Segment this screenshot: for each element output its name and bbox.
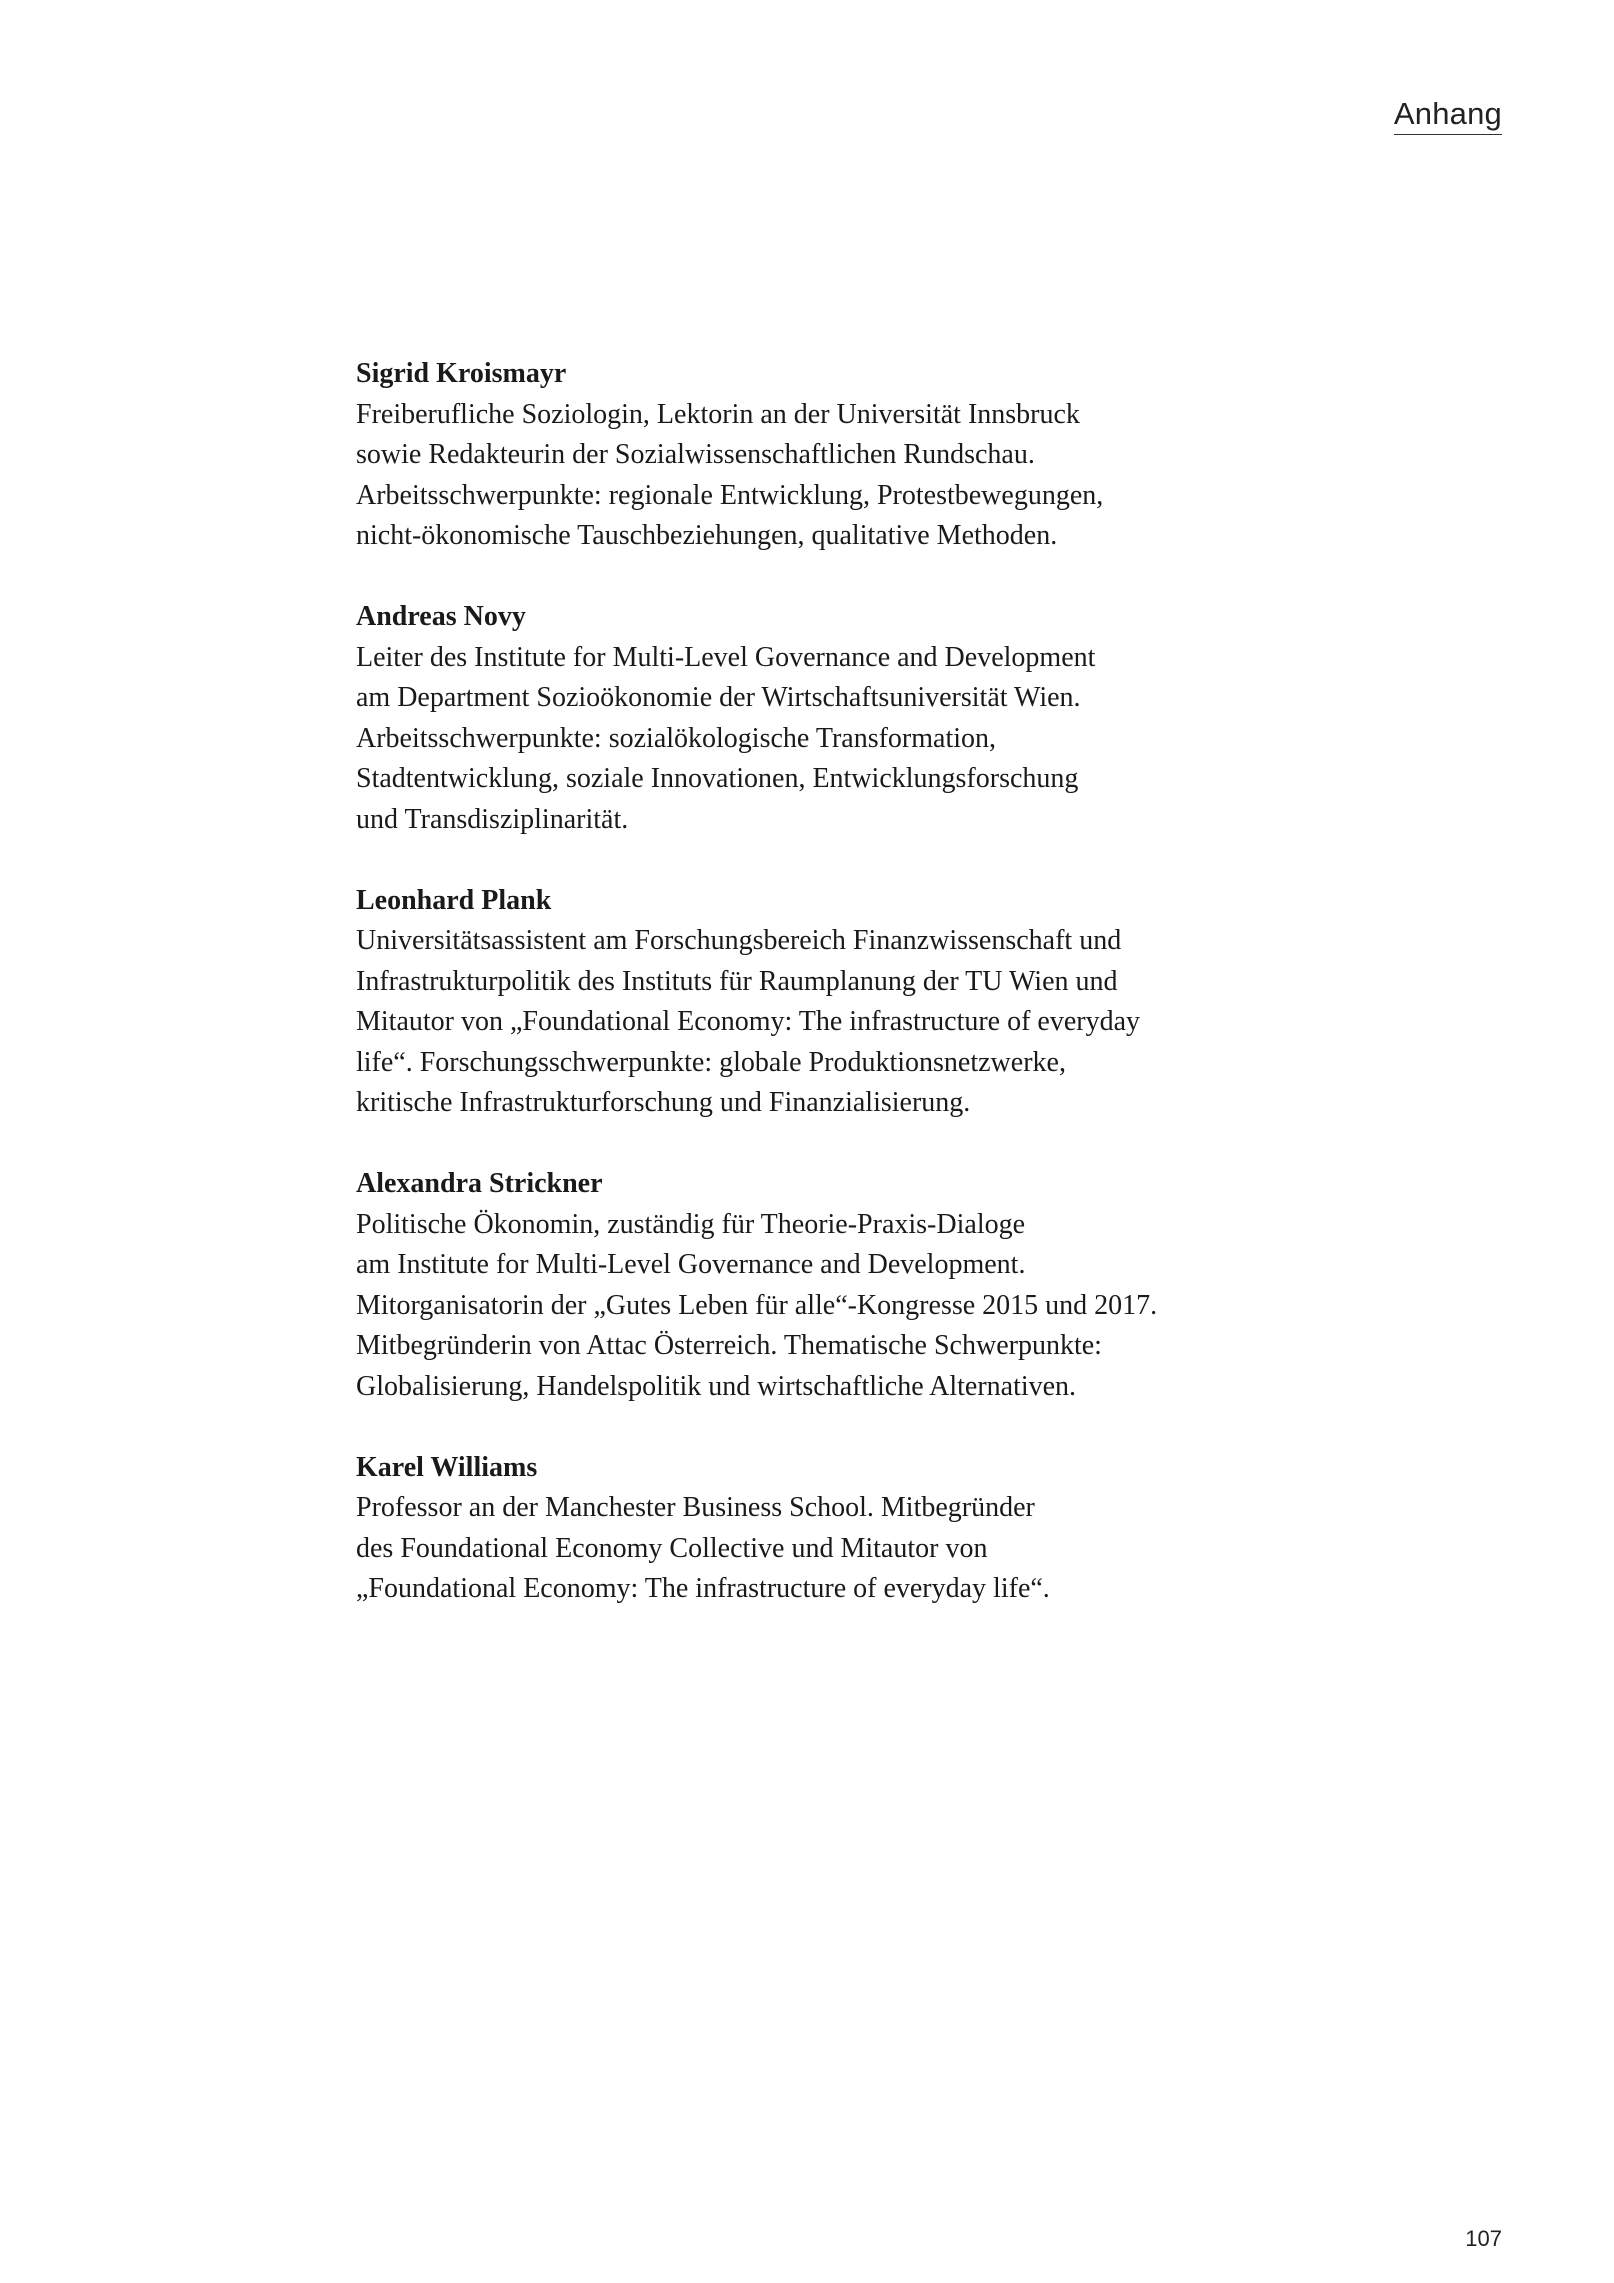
bio-sigrid-kroismayr <box>356 354 1256 557</box>
bio-text-line: Globalisierung, Handelspolitik und wirtschaftliche Alternativen. <box>356 1370 1077 1402</box>
bio-text-line: sowie Redakteurin der Sozialwissenschaftlichen Rundschau. <box>356 439 1035 470</box>
page-number: 107 <box>1465 2226 1502 2251</box>
bio-text-line: Politische Ökonomin, zuständig für Theorie-Praxis-Dialoge <box>356 1208 1026 1240</box>
bio-text-line: am Institute for Multi-Level Governance and Development. <box>356 1249 1026 1280</box>
bio-text-line: life“. Forschungsschwerpunkte: globale Produktionsnetzwerke, <box>356 1046 1066 1078</box>
bio-text-line: Mitbegründerin von Attac Österreich. Thematische Schwerpunkte: <box>356 1330 1102 1361</box>
bio-name: Karel Williams <box>356 1451 538 1483</box>
author-bios <box>356 354 1256 1650</box>
bio-andreas-novy <box>356 597 1256 840</box>
bio-alexandra-strickner <box>356 1164 1256 1407</box>
bio-text-line: Universitätsassistent am Forschungsbereich Finanzwissenschaft und <box>356 925 1122 956</box>
bio-text-line: Arbeitsschwerpunkte: regionale Entwicklung, Protestbewegungen, <box>356 479 1104 511</box>
section-label: Anhang <box>1394 98 1502 135</box>
bio-name: Sigrid Kroismayr <box>356 358 567 389</box>
bio-text-line: nicht-ökonomische Tauschbeziehungen, qualitative Methoden. <box>356 520 1058 551</box>
bio-karel-williams <box>356 1448 1256 1610</box>
bio-name: Alexandra Strickner <box>356 1168 603 1199</box>
bio-text-line: Mitorganisatorin der „Gutes Leben für alle“-Kongresse 2015 und 2017. <box>356 1289 1158 1321</box>
bio-text-line: Freiberufliche Soziologin, Lektorin an der Universität Innsbruck <box>356 398 1080 430</box>
bio-text-line: Mitautor von „Foundational Economy: The infrastructure of everyday <box>356 1006 1141 1037</box>
bio-text-line: des Foundational Economy Collective und Mitautor von <box>356 1532 988 1564</box>
bio-name: Andreas Novy <box>356 601 526 632</box>
bio-text-line: am Department Sozioökonomie der Wirtschaftsuniversität Wien. <box>356 682 1081 713</box>
bio-text-line: „Foundational Economy: The infrastructure of everyday life“. <box>356 1573 1050 1604</box>
bio-text-line: Leiter des Institute for Multi-Level Governance and Development <box>356 641 1096 673</box>
bio-text-line: und Transdisziplinarität. <box>356 803 629 835</box>
bio-text-line: kritische Infrastrukturforschung und Finanzialisierung. <box>356 1087 971 1118</box>
bio-name: Leonhard Plank <box>356 884 552 916</box>
bio-text-line: Professor an der Manchester Business School. Mitbegründer <box>356 1492 1035 1523</box>
bio-text-line: Stadtentwicklung, soziale Innovationen, Entwicklungsforschung <box>356 763 1079 794</box>
bio-leonhard-plank <box>356 881 1256 1124</box>
bio-text-line: Arbeitsschwerpunkte: sozialökologische Transformation, <box>356 722 997 754</box>
bio-text-line: Infrastrukturpolitik des Instituts für Raumplanung der TU Wien und <box>356 965 1118 997</box>
